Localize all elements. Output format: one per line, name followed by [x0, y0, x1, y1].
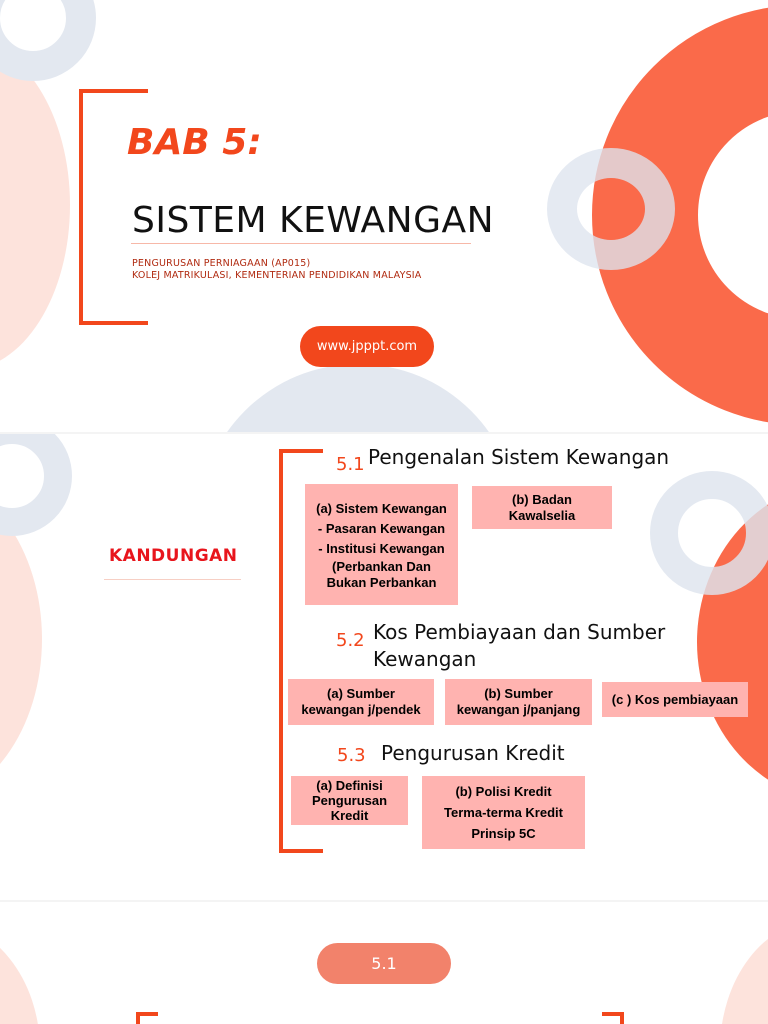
content-box-sistem-kewangan — [305, 484, 458, 605]
section-number-5-3: 5.3 — [337, 745, 366, 766]
decor-pink-circle — [0, 40, 70, 370]
box-line: (a) Sumber — [327, 686, 395, 701]
section-title-5-1: Pengenalan Sistem Kewangan — [368, 445, 670, 469]
content-box-definisi — [291, 776, 408, 825]
decor-grey-ring-left — [0, 434, 72, 536]
box-line: (a) Sistem Kewangan — [316, 500, 447, 516]
contents-slide — [0, 434, 768, 900]
subtitle-institution: KOLEJ MATRIKULASI, KEMENTERIAN PENDIDIKAN MALAYSIA — [132, 270, 422, 281]
decor-grey-semicircle — [198, 364, 518, 432]
page-title: SISTEM KEWANGAN — [132, 200, 495, 241]
box-line: Bukan Perbankan — [326, 574, 437, 590]
box-line: Kredit — [330, 808, 369, 823]
section-title-5-3: Pengurusan Kredit — [381, 741, 565, 765]
box-line: kewangan j/panjang — [456, 702, 581, 717]
box-line: (c ) Kos pembiayaan — [611, 691, 739, 707]
box-line: (Perbankan Dan — [332, 558, 431, 574]
section-label-button[interactable]: 5.1 — [317, 943, 451, 984]
box-line: kewangan j/pendek — [301, 702, 421, 717]
section-number-5-2: 5.2 — [336, 630, 365, 651]
section-title-line: Kewangan — [373, 647, 477, 671]
subtitle-course: PENGURUSAN PERNIAGAAN (AP015) — [132, 258, 311, 269]
box-line: (b) Badan — [512, 491, 572, 507]
box-line: (b) Polisi Kredit — [455, 784, 552, 799]
box-line: Prinsip 5C — [471, 826, 536, 841]
website-link-button[interactable]: www.jpppt.com — [300, 326, 434, 367]
bracket-left-corner — [136, 1012, 158, 1024]
decor-grey-ring-right — [650, 471, 768, 595]
contents-heading: KANDUNGAN — [109, 546, 238, 566]
box-line: Kawalselia — [508, 507, 576, 523]
bracket-right-corner — [602, 1012, 624, 1024]
decor-pink-circle-left — [0, 920, 40, 1024]
section-title-5-2 — [373, 619, 665, 673]
chapter-label: BAB 5: — [127, 122, 262, 163]
box-line: (b) Sumber — [484, 686, 553, 701]
content-box-badan-kawalselia — [472, 486, 612, 529]
decor-grey-ring — [0, 0, 96, 81]
contents-divider — [104, 579, 241, 580]
decor-pink-circle-right — [720, 920, 768, 1024]
box-line: Pengurusan — [311, 793, 388, 808]
content-box-sumber-panjang — [445, 679, 592, 725]
box-line: - Pasaran Kewangan — [317, 520, 446, 536]
section-slide — [0, 902, 768, 1024]
title-slide — [0, 0, 768, 432]
section-number-5-1: 5.1 — [336, 454, 365, 475]
box-line: - Institusi Kewangan — [318, 540, 445, 556]
section-title-line: Kos Pembiayaan dan Sumber — [373, 620, 666, 644]
title-divider — [131, 243, 471, 244]
box-line: Terma-terma Kredit — [444, 805, 563, 820]
decor-grey-ring-small — [547, 148, 675, 270]
content-box-kos-pembiayaan — [602, 682, 748, 717]
box-line: (a) Definisi — [316, 778, 383, 793]
content-box-sumber-pendek — [288, 679, 434, 725]
content-box-polisi-kredit — [422, 776, 585, 849]
